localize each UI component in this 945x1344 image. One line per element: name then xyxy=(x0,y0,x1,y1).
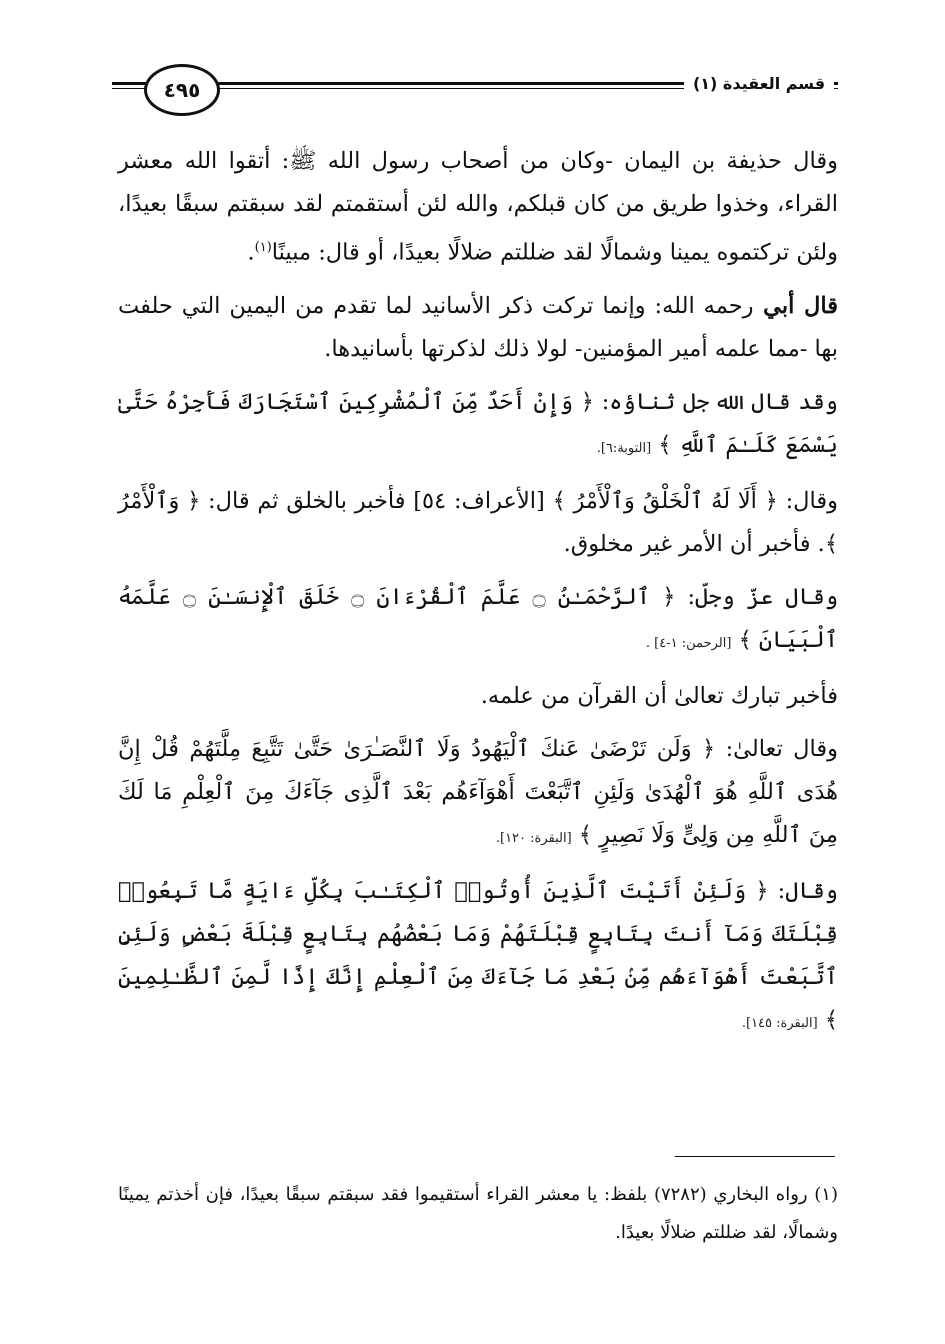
page-number: ٤٩٥ xyxy=(144,64,220,116)
paragraph-abi: قال أبي رحمه الله: وإنما تركت ذكر الأسانيد لما تقدم من اليمين التي حلفت بها -مما علمه أمير المؤمنين- لولا ذلك لذكرتها بأسانيدها. xyxy=(118,292,838,362)
paragraph-baqara-145: وقال: ﴿ وَلَئِنْ أَتَيْتَ ٱلَّذِينَ أُوتُوا۟ ٱلْكِتَـٰبَ بِكُلِّ ءَايَةٍ مَّا تَبِعُوا۟ قِبْلَتَكَ وَمَآ أَنتَ بِتَابِعٍ قِبْلَتَهُمْ وَمَا بَعْضُهُم بِتَابِعٍ قِبْلَةَ بَعْضٍ وَلَئِنِ ٱتَّبَعْتَ أَهْوَآءَهُم مِّنۢ بَعْدِ مَا جَآءَكَ مِنَ ٱلْعِلْمِ إِنَّكَ إِذًا لَّمِنَ ٱلظَّـٰلِمِينَ ﴾ [البقرة: ١٤٥]. xyxy=(118,877,838,1033)
paragraph-knowledge: فأخبر تبارك تعالىٰ أن القرآن من علمه. xyxy=(480,682,838,709)
footnote-number: (١) xyxy=(814,1184,838,1205)
verse-reference: [الرحمن: ١-٤] . xyxy=(645,635,732,651)
footnote-separator xyxy=(675,1156,835,1157)
paragraph-hudhayfa: وقال حذيفة بن اليمان -وكان من أصحاب رسول الله ﷺ: أتقوا الله معشر القراء، وخذوا طريق من كان قبلكم، والله لئن أستقمتم لقد سبقتم سبقًا بعيدًا، ولئن تركتموه يمينا وشمالًا لقد ضللتم ضلالًا بعيدًا، أو قال: مبينًا$^{(١)}$. xyxy=(118,148,838,266)
footnote-marker: (١) xyxy=(254,240,272,255)
paragraph-baqara-120: وقال تعالىٰ: ﴿ وَلَن تَرْضَىٰ عَنكَ ٱلْيَهُودُ وَلَا ٱلنَّصَـٰرَىٰ حَتَّىٰ تَتَّبِعَ مِلَّتَهُمْ قُلْ إِنَّ هُدَى ٱللَّهِ هُوَ ٱلْهُدَىٰ وَلَئِنِ ٱتَّبَعْتَ أَهْوَآءَهُم بَعْدَ ٱلَّذِى جَآءَكَ مِنَ ٱلْعِلْمِ مَا لَكَ مِنَ ٱللَّهِ مِن وَلِىٍّ وَلَا نَصِيرٍ ﴾ [البقرة: ١٢٠]. xyxy=(118,735,838,848)
section-title: قسم العقيدة (١) xyxy=(684,74,834,93)
paragraph-rahman: وقال عزّ وجلّ: ﴿ ٱلرَّحْمَـٰنُ ۝ عَلَّمَ ٱلْقُرْءَانَ ۝ خَلَقَ ٱلْإِنسَـٰنَ ۝ عَلَّمَهُ ٱلْبَيَانَ ﴾ [الرحمن: ١-٤] . xyxy=(118,583,838,653)
verse-reference: [التوبة:٦]. xyxy=(596,440,652,456)
verse-reference: [البقرة: ١٢٠]. xyxy=(495,830,572,846)
verse-reference: [البقرة: ١٤٥]. xyxy=(741,1015,818,1031)
footnote xyxy=(118,1176,838,1252)
main-text xyxy=(118,140,838,1055)
page-header xyxy=(104,64,838,116)
paragraph-araf: وقال: ﴿ أَلَا لَهُ ٱلْخَلْقُ وَٱلْأَمْرُ ﴾ [الأعراف: ٥٤] فأخبر بالخلق ثم قال: ﴿ وَٱلْأَمْرُ ﴾. فأخبر أن الأمر غير مخلوق. xyxy=(118,487,838,557)
paragraph-tawba: وقد قال الله جل ثناؤه: ﴿ وَإِنْ أَحَدٌ مِّنَ ٱلْمُشْرِكِينَ ٱسْتَجَارَكَ فَأَجِرْهُ حَتَّىٰ يَسْمَعَ كَلَـٰمَ ٱللَّهِ ﴾ [التوبة:٦]. xyxy=(118,388,838,458)
footnote-text: رواه البخاري (٧٢٨٢) بلفظ: يا معشر القراء أستقيموا فقد سبقتم سبقًا بعيدًا، فإن أخذتم يمينًا وشمالًا، لقد ضللتم ضلالًا بعيدًا. xyxy=(118,1184,838,1243)
header-rule-middle xyxy=(214,82,754,89)
